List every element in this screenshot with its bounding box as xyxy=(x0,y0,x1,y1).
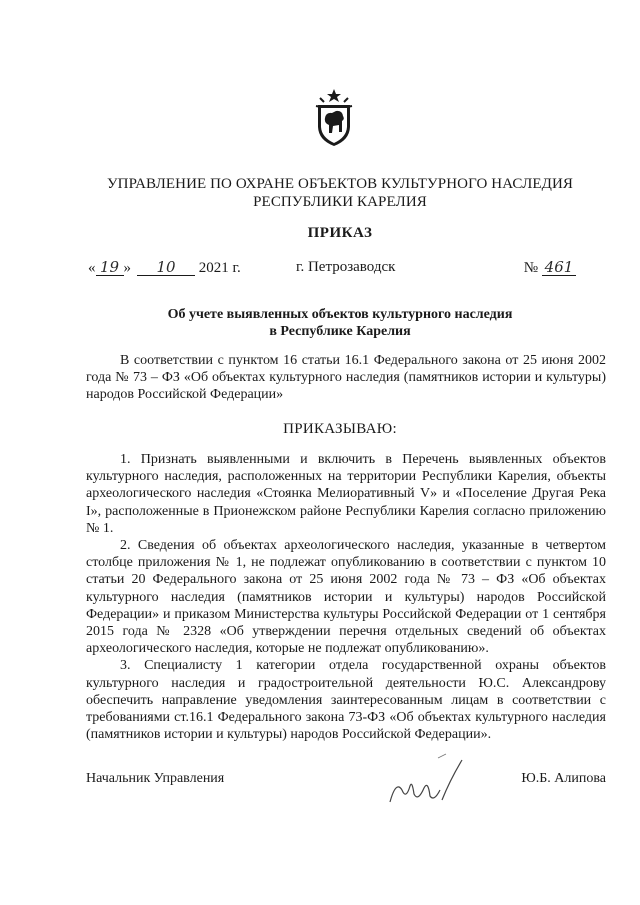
city: г. Петрозаводск xyxy=(296,259,396,275)
order-word: ПРИКАЗЫВАЮ: xyxy=(283,421,397,437)
order-date xyxy=(88,259,241,277)
subject-line1: Об учете выявленных объектов культурного наследия xyxy=(167,307,513,322)
date-number-row xyxy=(88,259,576,281)
handwritten-day: 19 xyxy=(96,259,124,276)
handwritten-month: 10 xyxy=(137,259,195,276)
preamble-block xyxy=(86,352,606,404)
order-item-1: 1. Признать выявленными и включить в Перечень выявленных объектов культурного наследия, расположенных на территории Республики Карелия, объекты археологического наследия «Стоянка Мелиоративный V» и «Поселение Другая Река I», расположенные в Прионежском районе Республики Карелия согласно приложению № 1. xyxy=(86,452,606,536)
preamble-paragraph: В соответствии с пунктом 16 статьи 16.1 Федерального закона от 25 июня 2002 года № 73 – ФЗ «Об объектах культурного наследия (памятников истории и культуры) народов Российской Федерации» xyxy=(86,353,606,403)
signature-row xyxy=(86,771,606,791)
date-year: 2021 г. xyxy=(198,260,241,276)
organization-name-line2: РЕСПУБЛИКИ КАРЕЛИЯ xyxy=(253,194,427,210)
signatory-name: Ю.Б. Алипова xyxy=(521,771,606,786)
handwritten-number: 461 xyxy=(542,259,576,276)
handwritten-signature-icon xyxy=(380,750,480,810)
order-items xyxy=(86,451,606,743)
order-item-3: 3. Специалисту 1 категории отдела государственной охраны объектов культурного наследия и градостроительной деятельности Ю.С. Александрову обеспечить направление уведомления заинтересованным лицам в соответствии с требованиями ст.16.1 Федерального закона 73-ФЗ «Об объектах культурного наследия (памятников истории и культуры) народов Российской Федерации». xyxy=(86,658,606,743)
number-sign: № xyxy=(523,260,538,276)
order-number xyxy=(524,259,576,277)
document-type-title: ПРИКАЗ xyxy=(307,225,373,241)
organization-name-line1: УПРАВЛЕНИЕ ПО ОХРАНЕ ОБЪЕКТОВ КУЛЬТУРНОГО НАСЛЕДИЯ xyxy=(106,176,574,192)
signatory-title: Начальник Управления xyxy=(86,771,225,786)
date-close-quote: » xyxy=(123,260,131,276)
subject-line2: в Республике Карелия xyxy=(269,324,411,339)
karelia-emblem-icon xyxy=(312,88,356,148)
order-item-2: 2. Сведения об объектах археологического наследия, указанные в четвертом столбце приложения № 1, не подлежат опубликованию в соответствии с пунктом 10 статьи 20 Федерального закона от 25 июня 2002 года № 73 – ФЗ «Об объектах культурного наследия (памятников истории и культуры) народов Российской Федерации» и приказом Министерства культуры Российской Федерации от 1 сентября 2015 года № 2328 «Об утверждении перечня отдельных сведений об объектах археологического наследия, которые не подлежат опубликованию». xyxy=(86,538,606,657)
date-open-quote: « xyxy=(88,260,96,276)
